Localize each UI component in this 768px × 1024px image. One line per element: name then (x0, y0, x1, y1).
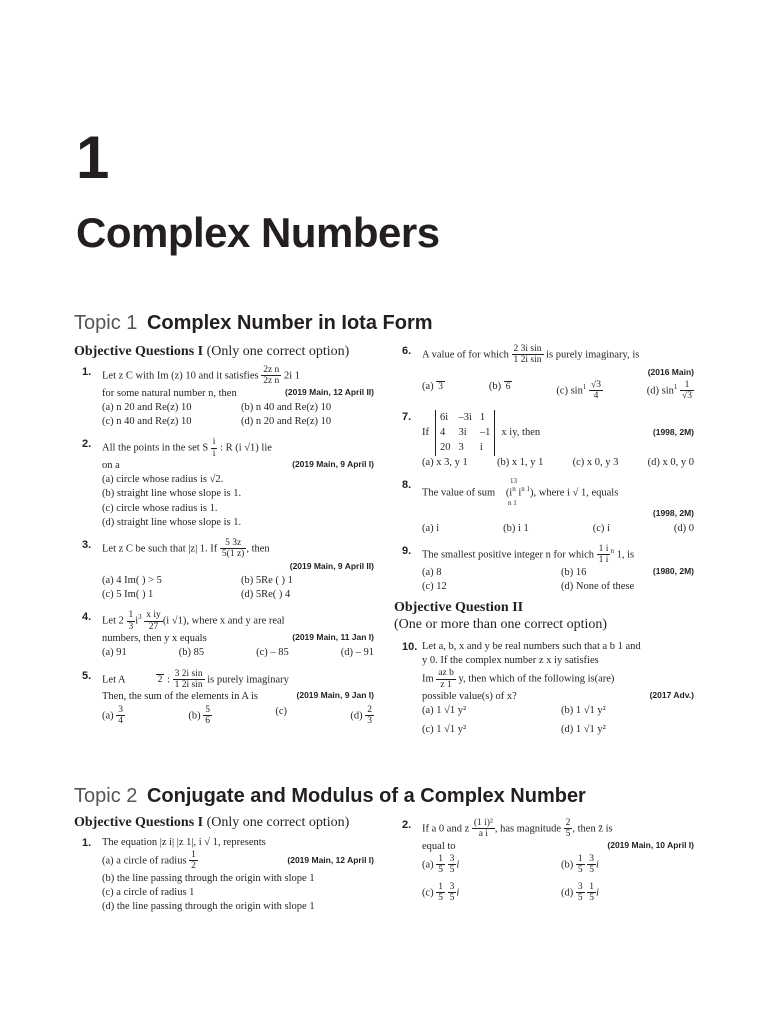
question-text: is purely imaginary (207, 673, 289, 685)
topic2-heading (74, 786, 586, 806)
fraction-den: 1 i (598, 555, 609, 566)
matrix-cell: 6i (440, 411, 449, 423)
option-b (489, 380, 513, 402)
question-text: A value of for which (422, 349, 509, 361)
question-text: is purely imaginary, is (546, 349, 640, 361)
fraction-num: (1 i)² (473, 818, 493, 828)
question-text: , has magnitude (494, 823, 562, 835)
fraction (365, 705, 374, 727)
fraction-num: 1 (577, 854, 583, 865)
option-a: (a) 91 (102, 647, 127, 659)
source-tag: (2016 Main) (647, 366, 694, 377)
fraction-num: i (212, 437, 216, 448)
option-d: (d) 5Re( ) 4 (241, 589, 291, 601)
fraction (472, 818, 495, 840)
option-a (422, 380, 445, 402)
section-heading (74, 815, 374, 832)
fraction-den: 5 (577, 893, 583, 904)
question-number: 8. (402, 478, 412, 491)
fraction-den: √3 (682, 391, 692, 402)
question-10 (402, 640, 694, 741)
question-text: Im (422, 673, 434, 685)
option-label: (a) (422, 859, 434, 871)
option-b: (b) straight line whose slope is 1. (102, 488, 242, 500)
question-text: Let A (102, 673, 126, 685)
summation-upper: 13 (510, 476, 517, 485)
option-label: (a) a circle of radius (102, 855, 187, 867)
fraction-den: 5(1 z) (221, 549, 245, 560)
topic2-question-2 (402, 818, 694, 904)
question-number: 2. (402, 819, 412, 831)
fraction-den: a i (478, 829, 488, 840)
question-number: 4. (82, 611, 92, 624)
question-text: Let z C with Im (z) 10 and it satisfies (102, 370, 259, 382)
option-d: (d) x 0, y 0 (647, 456, 694, 468)
option-c: (c) x 0, y 3 (572, 456, 619, 468)
determinant (435, 410, 495, 456)
question-4 (82, 610, 374, 660)
topic1-title: Complex Number in Iota Form (146, 312, 433, 334)
fraction-den: 5 (577, 865, 583, 876)
option-b: (b) 5Re ( ) 1 (241, 574, 293, 586)
fraction (576, 882, 585, 904)
option-d: (d) None of these (561, 580, 635, 592)
option-c (275, 705, 287, 727)
question-text: equal to (422, 840, 456, 852)
fraction-den: 5 (449, 865, 455, 876)
section-title: Objective Questions I (74, 344, 204, 359)
source-tag: (1998, 2M) (652, 427, 694, 438)
option-a: (a) i (422, 522, 440, 534)
fraction-den: 3 (367, 716, 372, 727)
fraction-den: 5 (565, 829, 571, 840)
source-tag: (2019 Main, 10 April I) (607, 839, 694, 850)
question-text: Let 2 (102, 615, 124, 627)
option-b: (b) 16 (561, 566, 587, 578)
question-text: If a 0 and z (422, 823, 470, 835)
source-tag: (2019 Main, 9 Jan I) (296, 690, 374, 701)
option-d: (d) n 20 and Re(z) 10 (241, 416, 332, 428)
fraction-num: 3 2i sin (174, 668, 203, 679)
option-d: (d) $\frac{3}{5}$ $\frac{1}{5}$ i (561, 881, 599, 904)
chapter-title: Complex Numbers (76, 209, 440, 256)
source-tag: (1980, 2M) (652, 565, 694, 576)
option-label: (c) (275, 705, 287, 717)
option-c: (c) i (592, 522, 610, 534)
fraction (261, 365, 281, 387)
topic1-heading (74, 313, 433, 333)
topic2-left-column (74, 815, 374, 918)
fraction-num: 2 (565, 818, 571, 828)
fraction-num: 3 (449, 881, 455, 892)
fraction (116, 705, 125, 727)
matrix-cell: i (479, 442, 483, 454)
question-text: 2i 1 (283, 370, 300, 382)
exponent: 3 (138, 613, 142, 622)
question-text: The equation |z i| |z 1|, i √ 1, represents (102, 836, 266, 848)
fraction-num: 1 (438, 881, 444, 892)
option-b: (b) i 1 (503, 522, 529, 534)
fraction-num: 1 (438, 854, 444, 865)
source-tag: (2019 Main, 9 April II) (289, 560, 374, 571)
question-number: 6. (402, 345, 412, 357)
section-title: Objective Question II (394, 600, 524, 615)
option-a: (a) 8 (422, 566, 442, 578)
topic2-right-column (402, 818, 694, 908)
fraction-den: 2 (157, 674, 163, 685)
fraction-den: 5 (449, 893, 455, 904)
fraction (589, 380, 603, 402)
fraction (211, 437, 218, 459)
section-note: (One or more than one correct option) (394, 616, 608, 632)
question-5: 5. Let A 2 : $\frac{\text{3 2i sin}}{\text{1 2i sin}}$ is purely imaginary Then, the sum of the elements in A is (2019 Main, 9 Jan I) (a) $\frac{3}{4}$ (b) $\frac{5}{6}$ (c) (d) $\frac{2}{3}$ (82, 668, 374, 727)
option-d: (d) $\sin^1$ $\frac{1}{√3}$ (646, 380, 692, 402)
fraction (576, 854, 585, 876)
option-d: (d) 0 (673, 522, 694, 534)
fraction (436, 668, 456, 690)
fraction-den: 27 (148, 621, 159, 632)
fraction-num: 3 (118, 704, 124, 715)
question-text: y 0. If the complex number z x iy satisfies (422, 655, 599, 667)
fraction-num: 1 (680, 380, 694, 391)
source-tag: (2019 Main, 12 April I) (287, 855, 374, 866)
option-label: (b) (561, 859, 574, 871)
fraction (189, 850, 198, 872)
topic1-label: Topic 1 (74, 312, 138, 334)
fraction (587, 882, 596, 904)
fraction-num: 3 (577, 881, 583, 892)
option-label: (c) sin (556, 385, 583, 397)
fraction-den: 4 (593, 391, 599, 402)
fraction-den: 2z n (263, 376, 280, 387)
fraction (203, 705, 212, 727)
question-number: 5. (82, 669, 92, 682)
question-text: (i (505, 487, 513, 499)
fraction (173, 669, 205, 691)
question-text: possible value(s) of x? (422, 691, 517, 703)
source-tag: (2019 Main, 11 Jan I) (292, 632, 374, 643)
chapter-number: 1 (76, 124, 110, 191)
fraction (436, 381, 445, 392)
fraction (156, 674, 165, 685)
option-d: (d) straight line whose slope is 1. (102, 516, 242, 528)
fraction-num: 1 (589, 881, 594, 892)
fraction (436, 854, 445, 876)
question-text: Let a, b, x and y be real numbers such that a b 1 and (422, 641, 641, 652)
option-label: (c) (422, 887, 434, 899)
fraction-den: 4 (118, 716, 124, 727)
option-d: (d) 1 √1 y² (561, 723, 606, 735)
option-c: (c) a circle of radius 1 (102, 887, 195, 899)
fraction-den: 3 (128, 621, 134, 632)
question-text: : R (i √1) lie (220, 442, 272, 454)
question-number: 2. (82, 438, 92, 451)
question-text: numbers, then y x equals (102, 633, 207, 645)
fraction-den: 5 (438, 893, 444, 904)
question-text: Then, the sum of the elements in A is (102, 691, 259, 703)
fraction-den: 6 (205, 716, 210, 727)
option-a (102, 850, 198, 872)
option-c: (c) $\sin^1$ $\frac{√3}{4}$ (556, 380, 601, 402)
option-d: (d) the line passing through the origin with slope 1 (102, 901, 315, 913)
question-text: The smallest positive integer n for which (422, 549, 595, 561)
option-a: (a) n 20 and Re(z) 10 (102, 401, 192, 413)
option-c: (c) – 85 (256, 647, 289, 659)
question-text: on a (102, 460, 120, 472)
fraction-num: 1 i (598, 543, 609, 554)
fraction-num: 1 (191, 849, 196, 860)
option-c: (c) 1 √1 y² (422, 723, 467, 735)
matrix-cell: 3i (458, 427, 467, 439)
topic1-left-column (74, 344, 374, 730)
matrix-cell: 4 (440, 427, 446, 439)
fraction (436, 882, 445, 904)
fraction-den: 5 (438, 865, 444, 876)
option-b (188, 705, 212, 727)
option-label: (d) (350, 709, 363, 721)
option-c: (c) n 40 and Re(z) 10 (102, 416, 192, 428)
option-label: (d) sin (646, 385, 674, 397)
fraction-den: z 1 (440, 679, 452, 690)
question-number: 7. (402, 410, 412, 423)
question-text: for some natural number n, then (102, 387, 237, 399)
question-number: 10. (402, 641, 418, 653)
fraction-num: 1 (128, 610, 134, 621)
option-b: (b) 85 (178, 647, 205, 659)
fraction-den: 6 (505, 381, 511, 392)
source-tag: (2019 Main, 9 April I) (292, 459, 374, 470)
question-text: All the points in the set S (102, 442, 209, 454)
topic2-title: Conjugate and Modulus of a Complex Number (146, 785, 586, 807)
option-c: (c) $\frac{1}{5}$ $\frac{3}{5}$ i (422, 881, 460, 904)
fraction (597, 544, 611, 566)
question-text: ), where i √ 1, equals (530, 487, 619, 499)
section-note: (Only one correct option) (206, 344, 350, 359)
question-number: 1. (82, 836, 92, 849)
topic1-right-column (402, 344, 694, 598)
fraction-num: 3 (589, 854, 594, 865)
source-tag: (2019 Main, 12 April II) (285, 386, 374, 397)
question-text: , then (246, 543, 270, 555)
topic2-label: Topic 2 (74, 785, 138, 807)
option-b: (b) 1 √1 y² (561, 705, 606, 717)
fraction-den: 1 2i sin (174, 679, 203, 690)
option-a: (a) x 3, y 1 (422, 456, 468, 468)
question-text: 1, is (616, 549, 635, 561)
option-b: (b) n 40 and Re(z) 10 (241, 401, 332, 413)
matrix-cell: –3i (458, 411, 472, 423)
option-d: (d) – 91 (340, 647, 374, 659)
fraction (504, 381, 513, 392)
fraction-num: az b (438, 668, 454, 679)
topic2-question-1 (82, 836, 374, 915)
fraction (220, 538, 246, 560)
fraction-num: 3 (449, 854, 455, 865)
option-d (350, 705, 374, 727)
option-label: (b) (488, 381, 502, 393)
source-tag: (2017 Adv.) (649, 690, 694, 701)
section-heading (74, 344, 374, 361)
fraction-num: 2z n (263, 364, 280, 375)
section-title: Objective Questions I (74, 815, 204, 830)
fraction-den: 1 2i sin (513, 355, 542, 366)
question-text: i (135, 615, 139, 627)
option-label: (b) (188, 709, 201, 721)
option-b-row (561, 566, 694, 580)
matrix-cell: 3 (458, 442, 464, 454)
summation-lower: n 1 (508, 499, 517, 508)
question-text: The value of sum (422, 487, 496, 499)
fraction-den: 2 (191, 861, 196, 872)
question-2 (82, 437, 374, 530)
source-tag: (1998, 2M) (652, 508, 694, 519)
question-1 (82, 364, 374, 429)
option-b: (b) $\frac{1}{5}$ $\frac{3}{5}$ i (561, 854, 599, 876)
fraction (587, 854, 596, 876)
option-c: (c) 12 (422, 580, 447, 592)
section-heading-2 (394, 600, 694, 634)
fraction-den: i (212, 448, 216, 459)
option-c: (c) 5 Im( ) 1 (102, 589, 154, 601)
fraction-num: 5 3z (220, 538, 246, 549)
question-number: 9. (402, 544, 412, 557)
question-7 (402, 410, 694, 470)
fraction (680, 380, 694, 402)
question-number: 3. (82, 538, 92, 551)
question-text: If (422, 426, 429, 438)
section-note: (Only one correct option) (206, 815, 350, 830)
question-text: i (518, 487, 522, 499)
question-8: 8. 13 The value of sum ($i^n$ $i^{n 1}$), where i √ 1, equals n 1 (1998, 2M) (a) i (b) i 1 (c) i (d) 0 (422, 478, 694, 536)
question-6 (402, 344, 694, 402)
fraction (127, 610, 139, 632)
fraction-den: 5 (589, 893, 594, 904)
option-a: (a) 1 √1 y² (422, 705, 467, 717)
question-text: (i √1), where x and y are real (162, 615, 285, 627)
matrix-cell: 1 (479, 411, 486, 423)
option-b: (b) the line passing through the origin with slope 1 (102, 872, 315, 884)
fraction (512, 344, 544, 366)
option-label: (a) (102, 709, 114, 721)
question-3 (82, 537, 374, 602)
fraction-den: 5 (589, 865, 594, 876)
exponent: n (610, 546, 614, 555)
fraction-num: 2 (367, 704, 372, 715)
question-text: x iy, then (501, 426, 541, 438)
question-text: y, then which of the following is(are) (458, 673, 615, 685)
option-b: (b) x 1, y 1 (497, 456, 544, 468)
option-a: (a) circle whose radius is √2. (102, 474, 224, 486)
option-a (102, 705, 125, 727)
fraction-num: x iy (146, 610, 161, 621)
option-label: (d) (561, 887, 574, 899)
fraction (144, 610, 163, 632)
matrix-cell: 20 (440, 442, 451, 454)
question-9 (402, 543, 694, 594)
question-text: , then z̄ is (572, 823, 613, 835)
option-a: (a) $\frac{1}{5}$ $\frac{3}{5}$ i (422, 854, 460, 876)
fraction-num: 2 3i sin (513, 344, 542, 354)
question-text: Let z C be such that |z| 1. If (102, 543, 218, 555)
option-label: (a) (422, 381, 434, 393)
fraction-num: 5 (205, 704, 210, 715)
option-c: (c) circle whose radius is 1. (102, 502, 218, 514)
option-a: (a) 4 Im( ) > 5 (102, 574, 162, 586)
fraction-den: 3 (438, 381, 444, 392)
question-number: 1. (82, 365, 92, 378)
fraction-num: √3 (590, 380, 601, 391)
matrix-cell: –1 (479, 427, 491, 439)
